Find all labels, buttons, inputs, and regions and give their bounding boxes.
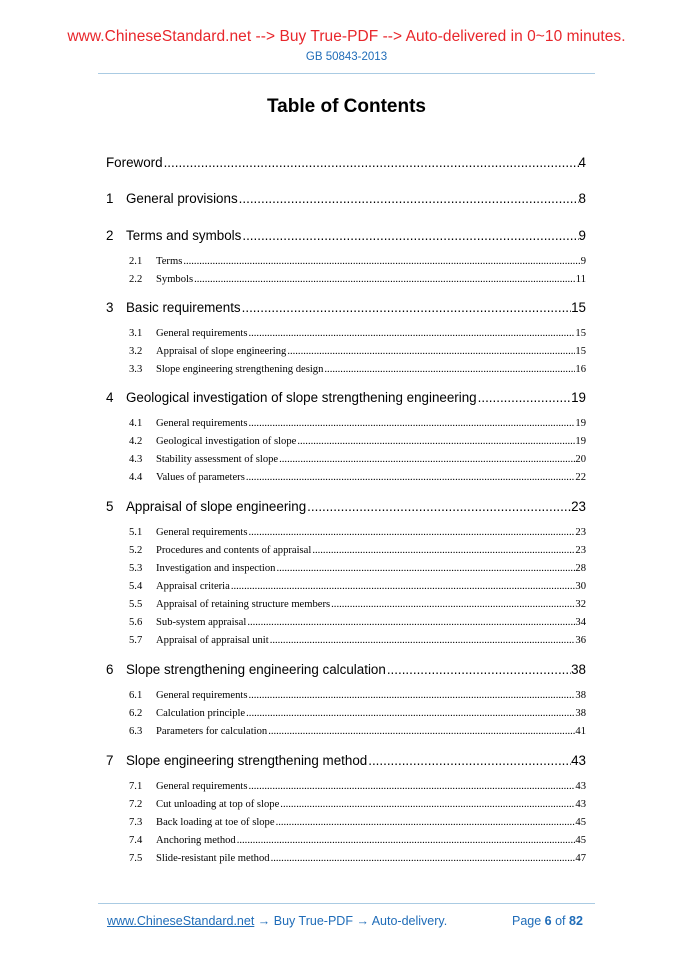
- dot-leader: [247, 328, 575, 339]
- toc-entry[interactable]: [106, 499, 586, 514]
- toc-entry-page: 9: [580, 256, 586, 267]
- toc-entry-page: 19: [575, 436, 586, 447]
- toc-entry[interactable]: [129, 817, 586, 828]
- dot-leader: [247, 690, 575, 701]
- toc-entry[interactable]: [129, 346, 586, 357]
- dot-leader: [238, 191, 579, 206]
- dot-leader: [269, 635, 576, 646]
- dot-leader: [193, 274, 576, 285]
- footer-divider: [98, 903, 595, 904]
- toc-entry-label: Terms: [156, 256, 183, 267]
- dot-leader: [279, 799, 575, 810]
- toc-entry-label: General requirements: [156, 328, 248, 339]
- toc-entry-page: 23: [571, 499, 586, 514]
- toc-entry-label: Appraisal criteria: [156, 581, 230, 592]
- dot-leader: [247, 781, 575, 792]
- dot-leader: [323, 364, 575, 375]
- dot-leader: [245, 708, 575, 719]
- toc-entry-number: 3: [106, 300, 114, 315]
- toc-entry-label: Slope strengthening engineering calculation: [126, 662, 386, 677]
- toc-entry-page: 4: [578, 155, 586, 170]
- arrow-icon: →: [356, 914, 369, 928]
- dot-leader: [275, 563, 575, 574]
- toc-entry-label: Appraisal of slope engineering: [126, 499, 307, 514]
- current-page-number: 6: [544, 914, 552, 928]
- dot-leader: [241, 300, 571, 315]
- toc-entry-label: Slide-resistant pile method: [156, 853, 270, 864]
- toc-entry-number: 5.7: [129, 635, 143, 646]
- toc-entry-page: 43: [575, 799, 586, 810]
- toc-entry[interactable]: [129, 781, 586, 792]
- toc-entry-number: 5.4: [129, 581, 143, 592]
- dot-leader: [367, 753, 571, 768]
- toc-entry-number: 2.1: [129, 256, 143, 267]
- toc-entry-number: 4: [106, 390, 114, 405]
- toc-entry-label: Foreword: [106, 155, 163, 170]
- toc-entry[interactable]: [129, 436, 586, 447]
- toc-entry[interactable]: [129, 328, 586, 339]
- toc-entry-page: 38: [575, 690, 586, 701]
- toc-entry-label: Parameters for calculation: [156, 726, 268, 737]
- toc-entry-number: 6.2: [129, 708, 143, 719]
- toc-entry-label: General requirements: [156, 690, 248, 701]
- toc-entry[interactable]: [106, 155, 586, 170]
- toc-entry-page: 43: [571, 753, 586, 768]
- dot-leader: [163, 155, 579, 170]
- toc-entry-label: Values of parameters: [156, 472, 245, 483]
- toc-entry-number: 7.5: [129, 853, 143, 864]
- toc-entry-page: 45: [575, 817, 586, 828]
- toc-entry-number: 6: [106, 662, 114, 677]
- toc-entry-label: General requirements: [156, 781, 248, 792]
- dot-leader: [247, 527, 575, 538]
- toc-entry-page: 19: [575, 418, 586, 429]
- toc-entry-number: 4.2: [129, 436, 143, 447]
- toc-entry-label: Appraisal of slope engineering: [156, 346, 287, 357]
- toc-entry-page: 15: [575, 328, 586, 339]
- toc-entry[interactable]: [129, 545, 586, 556]
- dot-leader: [278, 454, 575, 465]
- toc-entry-page: 8: [578, 191, 586, 206]
- toc-entry-label: Appraisal of retaining structure members: [156, 599, 331, 610]
- toc-entry[interactable]: [129, 599, 586, 610]
- toc-entry[interactable]: [129, 527, 586, 538]
- toc-entry-number: 7.2: [129, 799, 143, 810]
- page-indicator: [512, 914, 583, 928]
- toc-entry-number: 7.3: [129, 817, 143, 828]
- standard-code: GB 50843-2013: [305, 51, 388, 63]
- toc-entry-page: 45: [575, 835, 586, 846]
- toc-entry[interactable]: [129, 563, 586, 574]
- toc-entry-label: General requirements: [156, 527, 248, 538]
- toc-entry-label: Geological investigation of slope strengthening engineering: [126, 390, 477, 405]
- footer-text-buy: Buy True-PDF: [270, 914, 357, 928]
- footer-promo: [107, 914, 447, 928]
- toc-entry-page: 30: [575, 581, 586, 592]
- toc-entry[interactable]: [129, 256, 586, 267]
- toc-entry-page: 36: [575, 635, 586, 646]
- toc-entry[interactable]: [129, 708, 586, 719]
- toc-entry[interactable]: [106, 191, 586, 206]
- toc-entry[interactable]: [129, 472, 586, 483]
- toc-entry-page: 43: [575, 781, 586, 792]
- toc-entry-page: 38: [575, 708, 586, 719]
- toc-entry-page: 34: [575, 617, 586, 628]
- toc-entry-label: Appraisal of appraisal unit: [156, 635, 269, 646]
- toc-entry[interactable]: [129, 853, 586, 864]
- toc-entry[interactable]: [129, 274, 586, 285]
- page-of: of: [551, 914, 569, 928]
- dot-leader: [275, 817, 576, 828]
- toc-entry[interactable]: [129, 581, 586, 592]
- toc-entry-page: 22: [575, 472, 586, 483]
- toc-entry-number: 5.3: [129, 563, 143, 574]
- toc-entry[interactable]: [106, 390, 586, 405]
- toc-entry-page: 16: [575, 364, 586, 375]
- dot-leader: [311, 545, 575, 556]
- toc-entry-number: 3.1: [129, 328, 143, 339]
- dot-leader: [241, 228, 578, 243]
- toc-entry-page: 15: [571, 300, 586, 315]
- toc-entry[interactable]: [129, 799, 586, 810]
- toc-entry-page: 38: [571, 662, 586, 677]
- dot-leader: [286, 346, 575, 357]
- toc-entry-number: 5.1: [129, 527, 143, 538]
- toc-entry-page: 41: [575, 726, 586, 737]
- dot-leader: [270, 853, 576, 864]
- toc-entry-number: 3.3: [129, 364, 143, 375]
- toc-entry-number: 4.4: [129, 472, 143, 483]
- toc-entry-label: Basic requirements: [126, 300, 241, 315]
- toc-entry-label: Stability assessment of slope: [156, 454, 279, 465]
- toc-entry-page: 47: [575, 853, 586, 864]
- toc-entry-label: Terms and symbols: [126, 228, 242, 243]
- toc-entry-number: 7.1: [129, 781, 143, 792]
- toc-entry[interactable]: [129, 835, 586, 846]
- promo-banner[interactable]: www.ChineseStandard.net --> Buy True-PDF --> Auto-delivered in 0~10 minutes.: [67, 28, 626, 45]
- dot-leader: [330, 599, 575, 610]
- toc-entry-number: 5.6: [129, 617, 143, 628]
- toc-entry-label: Slope engineering strengthening method: [126, 753, 368, 768]
- total-pages: 82: [569, 914, 583, 928]
- toc-entry[interactable]: [129, 454, 586, 465]
- toc-entry[interactable]: [129, 418, 586, 429]
- toc-entry-label: General provisions: [126, 191, 238, 206]
- dot-leader: [306, 499, 571, 514]
- toc-entry-number: 5: [106, 499, 114, 514]
- toc-entry[interactable]: [129, 617, 586, 628]
- toc-entry-page: 23: [575, 527, 586, 538]
- page-title: Table of Contents: [266, 96, 427, 117]
- toc-entry-page: 23: [575, 545, 586, 556]
- toc-entry-page: 11: [575, 274, 586, 285]
- toc-entry[interactable]: [129, 635, 586, 646]
- toc-entry-page: 19: [571, 390, 586, 405]
- toc-entry-label: Slope engineering strengthening design: [156, 364, 324, 375]
- site-link[interactable]: www.ChineseStandard.net: [107, 914, 255, 928]
- arrow-icon: →: [257, 914, 271, 928]
- dot-leader: [267, 726, 575, 737]
- toc-entry-label: Back loading at toe of slope: [156, 817, 275, 828]
- toc-entry-number: 5.5: [129, 599, 143, 610]
- toc-entry-number: 7: [106, 753, 114, 768]
- toc-entry-label: Geological investigation of slope: [156, 436, 297, 447]
- toc-entry-number: 4.3: [129, 454, 143, 465]
- toc-entry-number: 3.2: [129, 346, 143, 357]
- dot-leader: [182, 256, 580, 267]
- toc-entry-page: 9: [578, 228, 586, 243]
- toc-entry-page: 32: [575, 599, 586, 610]
- dot-leader: [477, 390, 571, 405]
- dot-leader: [245, 472, 576, 483]
- toc-entry-label: Calculation principle: [156, 708, 246, 719]
- toc-entry-number: 5.2: [129, 545, 143, 556]
- toc-entry-number: 7.4: [129, 835, 143, 846]
- toc-entry[interactable]: [106, 753, 586, 768]
- toc-entry-page: 28: [575, 563, 586, 574]
- toc-entry[interactable]: [129, 364, 586, 375]
- toc-entry-number: 4.1: [129, 418, 143, 429]
- toc-entry[interactable]: [106, 228, 586, 243]
- toc-entry-number: 2: [106, 228, 114, 243]
- toc-entry[interactable]: [106, 300, 586, 315]
- toc-entry-label: Cut unloading at top of slope: [156, 799, 280, 810]
- dot-leader: [236, 835, 576, 846]
- dot-leader: [246, 617, 575, 628]
- toc-entry-number: 2.2: [129, 274, 143, 285]
- toc-entry[interactable]: [129, 690, 586, 701]
- dot-leader: [247, 418, 575, 429]
- toc-entry-label: Procedures and contents of appraisal: [156, 545, 312, 556]
- toc-entry-label: Anchoring method: [156, 835, 236, 846]
- dot-leader: [296, 436, 575, 447]
- toc-entry-page: 15: [575, 346, 586, 357]
- toc-entry-label: General requirements: [156, 418, 248, 429]
- toc-entry[interactable]: [106, 662, 586, 677]
- page-word: Page: [512, 914, 545, 928]
- toc-entry-label: Sub-system appraisal: [156, 617, 247, 628]
- dot-leader: [230, 581, 576, 592]
- dot-leader: [386, 662, 571, 677]
- toc-entry[interactable]: [129, 726, 586, 737]
- toc-entry-number: 6.1: [129, 690, 143, 701]
- toc-entry-page: 20: [575, 454, 586, 465]
- toc-entry-number: 1: [106, 191, 114, 206]
- footer-text-delivery: Auto-delivery.: [368, 914, 448, 928]
- toc-entry-label: Investigation and inspection: [156, 563, 276, 574]
- toc-entry-number: 6.3: [129, 726, 143, 737]
- toc-entry-label: Symbols: [156, 274, 194, 285]
